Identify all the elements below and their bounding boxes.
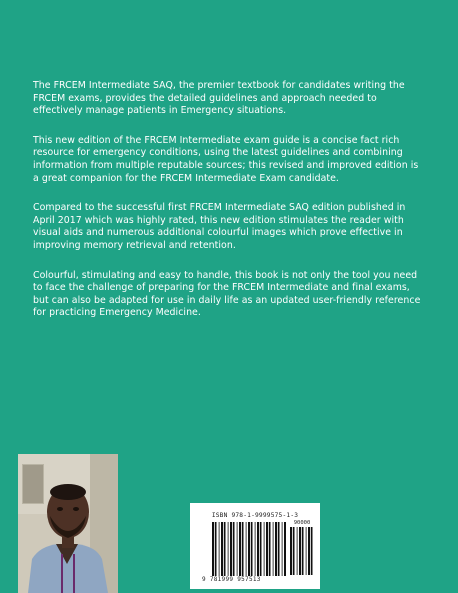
ean-digits: 9 781999 957513 [202, 576, 261, 583]
isbn-barcode [190, 503, 320, 589]
isbn-addon-price: 90000 [293, 520, 311, 526]
isbn-number: ISBN 978-1-9999575-1-3 [211, 512, 299, 519]
author-portrait-image [18, 454, 118, 593]
blurb-text [33, 80, 423, 337]
blurb-paragraph-2: This new edition of the FRCEM Intermediate exam guide is a concise fact rich resource for emergency conditions, using the latest guidelines and combining information from multiple reputable sources; this revised and improved edition is a great companion for the FRCEM Intermediate Exam candidate. [33, 134, 419, 184]
barcode-addon-bars [290, 527, 314, 575]
barcode-bars [212, 522, 286, 576]
blurb-paragraph-1: The FRCEM Intermediate SAQ, the premier textbook for candidates writing the FRCEM exams, provides the detailed guidelines and approach needed to effectively manage patients in Emergency situations. [33, 80, 405, 117]
blurb-paragraph-3: Compared to the successful first FRCEM Intermediate SAQ edition published in April 2017 which was highly rated, this new edition stimulates the reader with visual aids and numerous additional colourful images which prove effective in improving memory retrieval and retention. [33, 202, 406, 251]
author-photo [18, 454, 118, 593]
blurb-paragraph-4: Colourful, stimulating and easy to handle, this book is not only the tool you need to face the challenge of preparing for the FRCEM Intermediate and final exams, but can also be adapted for use in daily life as an updated user-friendly reference for practicing Emergency Medicine. [33, 269, 421, 319]
